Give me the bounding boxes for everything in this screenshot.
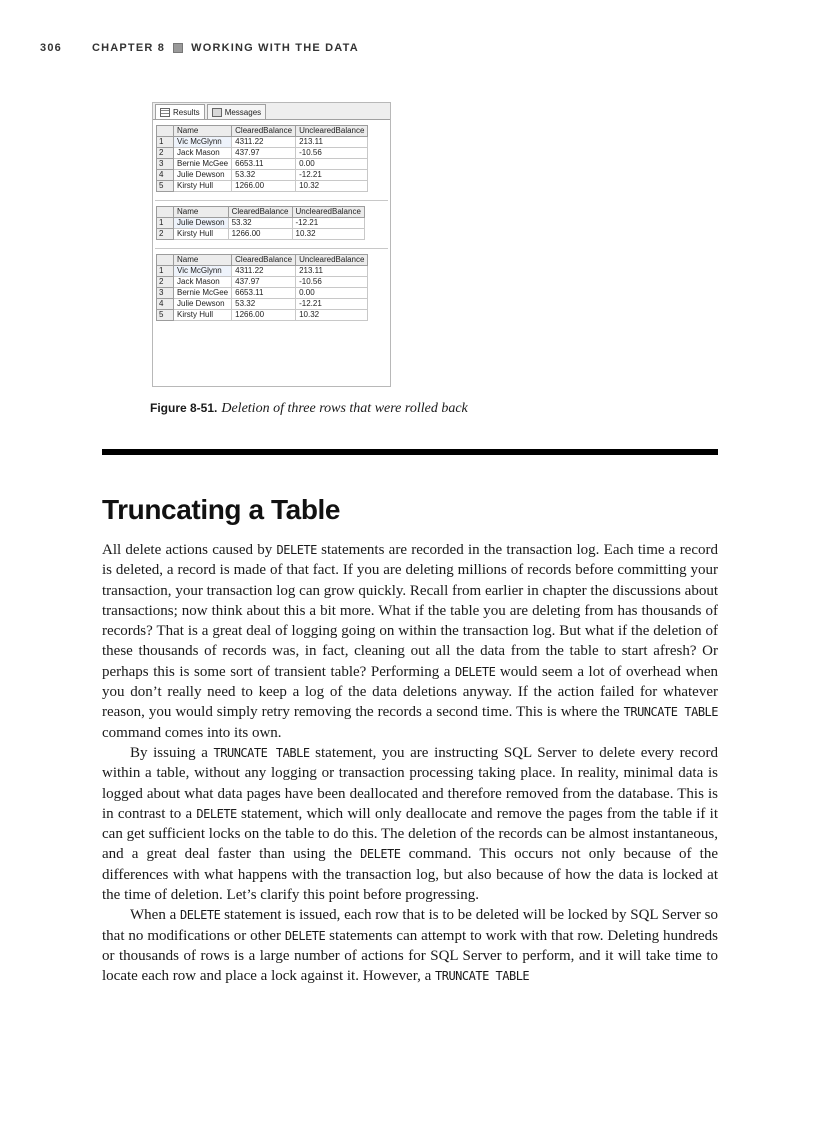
grid-header-row <box>157 207 365 218</box>
cell-name[interactable]: Vic McGlynn <box>174 266 232 277</box>
cell-name[interactable]: Jack Mason <box>174 277 232 288</box>
tab-results[interactable] <box>155 104 205 119</box>
results-grids <box>153 125 390 321</box>
inline-code: TRUNCATE TABLE <box>213 745 310 760</box>
inline-code: DELETE <box>196 806 237 821</box>
cell-name[interactable]: Kirsty Hull <box>174 229 229 240</box>
inline-code: DELETE <box>276 543 317 557</box>
table-row[interactable] <box>157 277 368 288</box>
grid-icon <box>160 108 170 117</box>
cell-uncleared-balance[interactable]: 10.32 <box>296 181 368 192</box>
tab-label: Results <box>173 107 200 117</box>
column-header[interactable]: ClearedBalance <box>228 207 292 218</box>
cell-cleared-balance[interactable]: 1266.00 <box>232 181 296 192</box>
cell-uncleared-balance[interactable]: -12.21 <box>296 170 368 181</box>
row-number: 5 <box>157 181 174 192</box>
cell-cleared-balance[interactable]: 6653.11 <box>232 288 296 299</box>
column-header[interactable]: Name <box>174 207 229 218</box>
body-text <box>102 540 718 987</box>
chapter-label: CHAPTER 8 <box>91 42 166 54</box>
cell-uncleared-balance[interactable]: -12.21 <box>292 218 364 229</box>
results-grid <box>156 254 368 321</box>
column-header[interactable]: UnclearedBalance <box>296 255 368 266</box>
cell-cleared-balance[interactable]: 53.32 <box>232 299 296 310</box>
row-number: 1 <box>157 218 174 229</box>
table-row[interactable] <box>157 181 368 192</box>
cell-uncleared-balance[interactable]: 213.11 <box>296 137 368 148</box>
row-number: 1 <box>157 266 174 277</box>
cell-uncleared-balance[interactable]: -12.21 <box>296 299 368 310</box>
cell-name[interactable]: Julie Dewson <box>174 299 232 310</box>
row-number: 2 <box>157 148 174 159</box>
table-row[interactable] <box>157 299 368 310</box>
inline-code: TRUNCATE TABLE <box>623 705 718 720</box>
separator-square-icon <box>173 43 183 53</box>
table-row[interactable] <box>157 148 368 159</box>
inline-code: TRUNCATE TABLE <box>435 969 530 984</box>
cell-cleared-balance[interactable]: 4311.22 <box>232 137 296 148</box>
query-results-panel <box>152 102 391 387</box>
cell-name[interactable]: Kirsty Hull <box>174 310 232 321</box>
column-header[interactable]: ClearedBalance <box>232 126 296 137</box>
inline-code: DELETE <box>454 664 496 679</box>
row-number: 3 <box>157 159 174 170</box>
row-number: 1 <box>157 137 174 148</box>
inline-code: DELETE <box>284 928 326 943</box>
inline-code: DELETE <box>179 908 221 923</box>
paragraph: All delete actions caused by DELETE statements are recorded in the transaction log. Each time a record is deleted, a record is made of that fact. If you are deleting millions of records before committing your transaction, your transaction log can grow quickly. Recall from earlier in chapter the discussions about transactions; now think about this a bit more. What if the table you are deleting from has thousands of records? That is a great deal of logging going on within the transaction log. But what if the deletion of these thousands of records was, in fact, cleaning out all the data from the table to start afresh? Or perhaps this is some sort of transient table? Performing a DELETE would seem a lot of overhead when you don’t really need to keep a log of the data deletions anyway. If the action failed for whatever reason, you would simply retry removing the records a second time. This is where the TRUNCATE TABLE command comes into its own. <box>102 542 718 741</box>
table-row[interactable] <box>157 218 365 229</box>
cell-cleared-balance[interactable]: 53.32 <box>232 170 296 181</box>
cell-name[interactable]: Vic McGlynn <box>174 137 232 148</box>
cell-uncleared-balance[interactable]: -10.56 <box>296 277 368 288</box>
running-head <box>40 42 359 54</box>
inline-code: DELETE <box>360 847 401 862</box>
row-number: 5 <box>157 310 174 321</box>
figure-caption <box>150 401 468 417</box>
grid-header-row <box>157 126 368 137</box>
column-header[interactable]: Name <box>174 255 232 266</box>
column-header[interactable]: UnclearedBalance <box>292 207 364 218</box>
messages-icon <box>212 108 222 117</box>
cell-cleared-balance[interactable]: 6653.11 <box>232 159 296 170</box>
section-rule <box>102 449 718 455</box>
grid-separator <box>155 240 388 249</box>
tab-messages[interactable] <box>207 104 266 119</box>
tab-label: Messages <box>224 107 262 117</box>
table-row[interactable] <box>157 266 368 277</box>
paragraph: When a DELETE statement is issued, each row that is to be deleted will be locked by SQL Server so that no modifications or other DELETE statements can attempt to work with that row. Deleting hundreds or thousands of rows is a large number of actions for SQL Server to perform, and it will take time to locate each row and place a lock against it. However, a TRUNCATE TABLE <box>102 907 719 985</box>
paragraph: By issuing a TRUNCATE TABLE statement, you are instructing SQL Server to delete every record within a table, without any logging or transaction processing taking place. In reality, minimal data is logged about what data pages have been deallocated and therefore removed from the database. This is in contrast to a DELETE statement, which will only deallocate and remove the pages from the table if it can get sufficient locks on the table to do this. The deletion of the records can be almost instantaneous, and a great deal faster than using the DELETE command. This occurs not only because of the differences with what happens with the transaction log, but also because of how the data is locked at the time of deletion. Let’s clarify this point before progressing. <box>102 744 718 904</box>
page-number: 306 <box>40 42 62 54</box>
grid-header-row <box>157 255 368 266</box>
figure-label: Figure 8-51. <box>150 401 218 415</box>
cell-uncleared-balance[interactable]: 10.32 <box>292 229 364 240</box>
corner-cell <box>157 207 174 218</box>
cell-name[interactable]: Bernie McGee <box>174 288 232 299</box>
chapter-title: WORKING WITH THE DATA <box>191 42 359 54</box>
cell-uncleared-balance[interactable]: -10.56 <box>296 148 368 159</box>
results-tab-strip <box>153 103 390 120</box>
row-number: 4 <box>157 170 174 181</box>
cell-name[interactable]: Julie Dewson <box>174 218 229 229</box>
figure-caption-text: Deletion of three rows that were rolled back <box>221 401 468 416</box>
row-number: 2 <box>157 277 174 288</box>
results-grid <box>156 206 365 240</box>
table-row[interactable] <box>157 170 368 181</box>
section-title: Truncating a Table <box>102 494 341 525</box>
table-row[interactable] <box>157 159 368 170</box>
cell-uncleared-balance[interactable]: 0.00 <box>296 159 368 170</box>
cell-cleared-balance[interactable]: 437.97 <box>232 148 296 159</box>
column-header[interactable]: ClearedBalance <box>232 255 296 266</box>
corner-cell <box>157 126 174 137</box>
table-row[interactable] <box>157 137 368 148</box>
cell-name[interactable]: Julie Dewson <box>174 170 232 181</box>
row-number: 2 <box>157 229 174 240</box>
column-header[interactable]: Name <box>174 126 232 137</box>
cell-name[interactable]: Jack Mason <box>174 148 232 159</box>
cell-cleared-balance[interactable]: 1266.00 <box>228 229 292 240</box>
row-number: 3 <box>157 288 174 299</box>
column-header[interactable]: UnclearedBalance <box>296 126 368 137</box>
corner-cell <box>157 255 174 266</box>
cell-cleared-balance[interactable]: 4311.22 <box>232 266 296 277</box>
grid-separator <box>155 192 388 201</box>
row-number: 4 <box>157 299 174 310</box>
cell-cleared-balance[interactable]: 1266.00 <box>232 310 296 321</box>
cell-cleared-balance[interactable]: 437.97 <box>232 277 296 288</box>
cell-uncleared-balance[interactable]: 0.00 <box>296 288 368 299</box>
cell-name[interactable]: Kirsty Hull <box>174 181 232 192</box>
results-grid <box>156 125 368 192</box>
table-row[interactable] <box>157 310 368 321</box>
cell-uncleared-balance[interactable]: 213.11 <box>296 266 368 277</box>
cell-name[interactable]: Bernie McGee <box>174 159 232 170</box>
table-row[interactable] <box>157 229 365 240</box>
cell-uncleared-balance[interactable]: 10.32 <box>296 310 368 321</box>
cell-cleared-balance[interactable]: 53.32 <box>228 218 292 229</box>
table-row[interactable] <box>157 288 368 299</box>
